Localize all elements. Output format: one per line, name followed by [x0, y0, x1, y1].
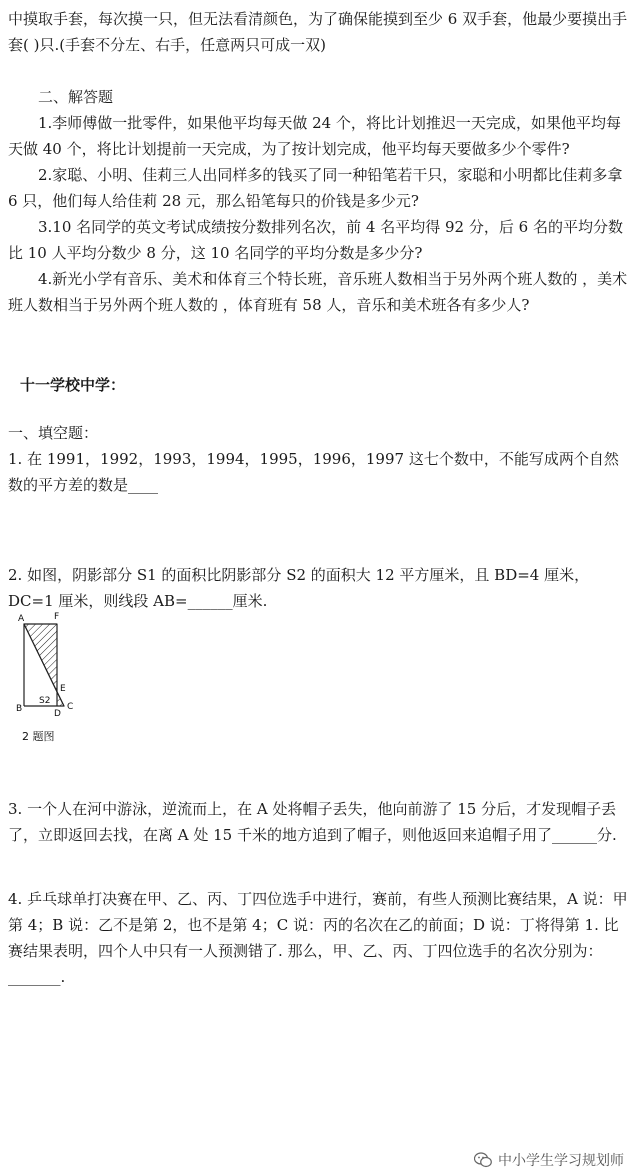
answer-problem-1: 1.李师傅做一批零件，如果他平均每天做 24 个，将比计划推迟一天完成，如果他平均每天做 40 个，将比计划提前一天完成，为了按计划完成，他平均每天要做多少个零件? [8, 114, 621, 158]
fill-question-2: 2. 如图，阴影部分 S1 的面积比阴影部分 S2 的面积大 12 平方厘米，且 BD=4 厘米，DC=1 厘米，则线段 AB=______厘米. [8, 566, 590, 610]
label-e: E [60, 684, 66, 694]
answer-problem-4: 4.新光小学有音乐、美术和体育三个特长班，音乐班人数相当于另外两个班人数的 ，美术班人数相当于另外两个班人数的 ，体育班有 58 人，音乐和美术班各有多少人? [8, 270, 628, 314]
school-title: 十一学校中学： [20, 376, 126, 394]
watermark [474, 1150, 624, 1170]
label-d: D [54, 709, 61, 719]
problem-text-top: 中摸取手套，每次摸一只，但无法看清颜色，为了确保能摸到至少 6 双手套，他最少要摸出手套( )只.(手套不分左、右手，任意两只可成一双) [8, 10, 628, 54]
answer-problem-3: 3.10 名同学的英文考试成绩按分数排列名次，前 4 名平均得 92 分，后 6 名的平均分数比 10 人平均分数少 8 分，这 10 名同学的平均分数是多少分? [8, 218, 623, 262]
geometry-figure [12, 612, 92, 747]
wechat-icon [474, 1152, 492, 1168]
fill-question-3: 3. 一个人在河中游泳，逆流而上，在 A 处将帽子丢失，他向前游了 15 分后，才发现帽子丢了，立即返回去找，在离 A 处 15 千米的地方追到了帽子，则他返回来追帽子用了______分. [8, 800, 617, 844]
label-f: F [54, 612, 60, 622]
figure-drawing [12, 612, 92, 747]
label-a: A [18, 614, 25, 624]
label-s2: S2 [39, 696, 51, 706]
answer-problem-2: 2.家聪、小明、佳莉三人出同样多的钱买了同一种铅笔若干只，家聪和小明都比佳莉多拿 6 只，他们每人给佳莉 28 元，那么铅笔每只的价钱是多少元? [8, 166, 623, 210]
fill-question-1: 1. 在 1991，1992，1993，1994，1995，1996，1997 这七个数中，不能写成两个自然数的平方差的数是____ [8, 450, 619, 494]
figure-caption: 2 题图 [22, 730, 55, 743]
label-b: B [16, 704, 23, 714]
section-heading-answers: 二、解答题 [38, 88, 114, 106]
watermark-text: 中小学生学习规划师 [498, 1153, 624, 1169]
fill-question-4: 4. 乒乓球单打决赛在甲、乙、丙、丁四位选手中进行，赛前，有些人预测比赛结果，A 说：甲第 4；B 说：乙不是第 2，也不是第 4；C 说：丙的名次在乙的前面；D 说：丁将得第 1. 比赛结果表明，四个人中只有一人预测错了. 那么，甲、乙、丙、丁四位选手的名次分别为：_______. [8, 890, 628, 986]
section-heading-fill: 一、填空题： [8, 424, 99, 442]
label-c: C [67, 702, 74, 712]
